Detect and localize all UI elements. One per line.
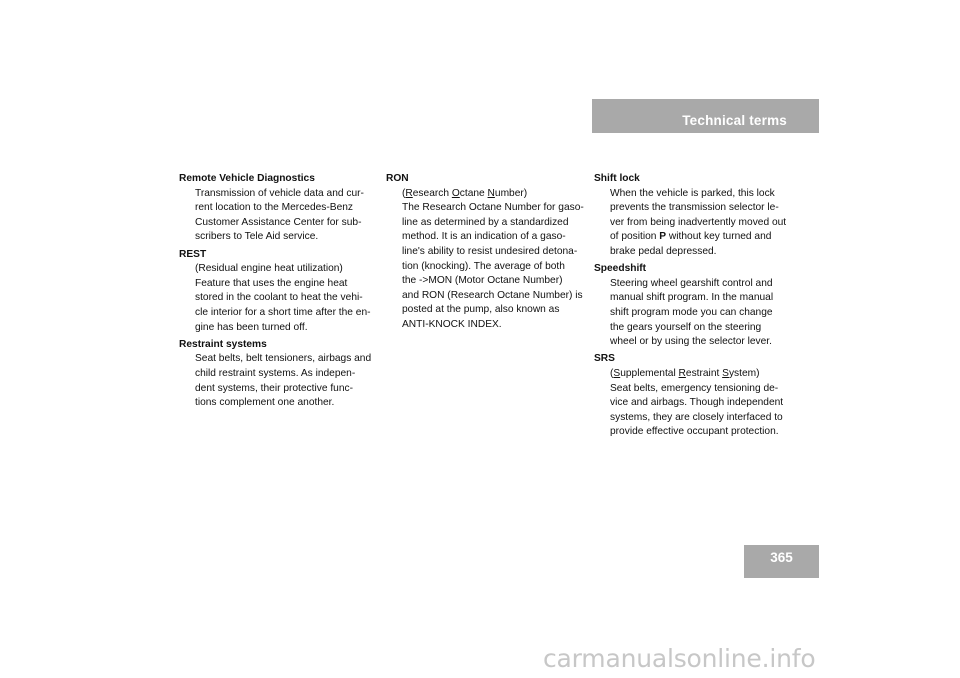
definition-line: gine has been turned off. [195,321,308,333]
definition-line: When the vehicle is parked, this lock [610,187,775,199]
definition-line: Customer Assistance Center for sub- [195,216,362,228]
definition-line: line's ability to resist undesired detona- [402,245,578,257]
expansion-text: upplemental [620,367,679,379]
expansion-text: ystem) [728,367,760,379]
definition-expansion [610,367,794,382]
expansion-text: estraint [685,367,723,379]
definition-line: provide effective occupant protection. [610,426,779,438]
section-title: Technical terms [682,113,787,128]
expansion-text: esearch [412,187,452,199]
expansion-text: ctane [459,187,488,199]
column-left [179,172,381,413]
definition-line [610,230,794,245]
entry-shift-lock [594,172,794,260]
term-definition [594,277,794,350]
expansion-initial: R [678,367,686,379]
term-heading: RON [386,173,409,184]
column-right [594,172,794,442]
definition-line: dent systems, their protective func- [195,382,353,394]
definition-line: The Research Octane Number for gaso- [402,202,584,214]
definition-line: cle interior for a short time after the en- [195,306,371,318]
definition-line: stored in the coolant to heat the vehi- [195,292,363,304]
definition-line: manual shift program. In the manual [610,292,774,304]
definition-line: wheel or by using the selector lever. [610,336,772,348]
definition-line: scribers to Tele Aid service. [195,231,319,243]
term-heading: REST [179,248,207,260]
definition-line: ver from being inadvertently moved out [610,216,787,228]
definition-line: line as determined by a standardized [402,216,569,228]
expansion-initial: R [405,187,413,199]
term-heading: Remote Vehicle Diagnostics [179,173,315,184]
definition-line: systems, they are closely interfaced to [610,411,783,423]
expansion-text: ( [610,367,614,379]
expansion-initial: O [451,187,460,199]
expansion-text: ( [402,187,406,199]
definition-line: and RON (Research Octane Number) is [402,289,583,301]
page-number-box [744,545,819,578]
term-heading: Restraint systems [179,338,267,350]
column-middle [386,172,588,335]
term-definition [179,352,381,410]
definition-line: tions complement one another. [195,397,335,409]
section-header-bar [592,99,819,133]
entry-speedshift [594,262,794,350]
definition-line: vice and airbags. Though independent [610,397,784,409]
entry-srs [594,352,794,440]
definition-line: Seat belts, belt tensioners, airbags and [195,353,372,365]
definition-line: brake pedal depressed. [610,245,717,257]
definition-line: posted at the pump, also known as [402,304,560,316]
definition-line: prevents the transmission selector le- [610,202,779,214]
definition-line: tion (knocking). The average of both [402,260,565,272]
page-number: 365 [770,550,793,565]
definition-text: without key turned and [666,231,772,243]
term-definition [386,187,588,333]
expansion-initial: S [722,367,729,379]
definition-line: the ->MON (Motor Octane Number) [402,275,563,287]
term-heading: SRS [594,353,615,365]
definition-line: Seat belts, emergency tensioning de- [610,382,779,394]
definition-line: shift program mode you can change [610,306,773,318]
definition-line: the gears yourself on the steering [610,321,762,333]
term-definition [179,187,381,245]
entry-restraint-systems [179,338,381,411]
term-definition [179,262,381,335]
definition-expansion [402,187,588,202]
definition-text: of position [610,231,660,243]
term-definition [594,187,794,260]
definition-line: rent location to the Mercedes-Benz [195,202,353,214]
entry-rest [179,248,381,336]
term-definition [594,367,794,440]
term-heading: Shift lock [594,173,640,184]
expansion-initial: S [613,367,621,379]
expansion-text: umber) [494,187,528,199]
definition-line: (Residual engine heat utilization) [195,263,343,275]
definition-line: Transmission of vehicle data and cur- [195,187,364,199]
definition-line: ANTI-KNOCK INDEX. [402,318,502,330]
term-heading: Speedshift [594,263,647,275]
entry-remote-vehicle-diagnostics [179,172,381,245]
gear-position-label: P [659,231,667,243]
definition-line: Steering wheel gearshift control and [610,277,773,289]
watermark-text: carmanualsonline.info [543,644,816,673]
definition-line: Feature that uses the engine heat [195,277,348,289]
definition-line: child restraint systems. As indepen- [195,367,356,379]
expansion-initial: N [487,187,495,199]
definition-line: method. It is an indication of a gaso- [402,231,566,243]
entry-ron [386,172,588,333]
